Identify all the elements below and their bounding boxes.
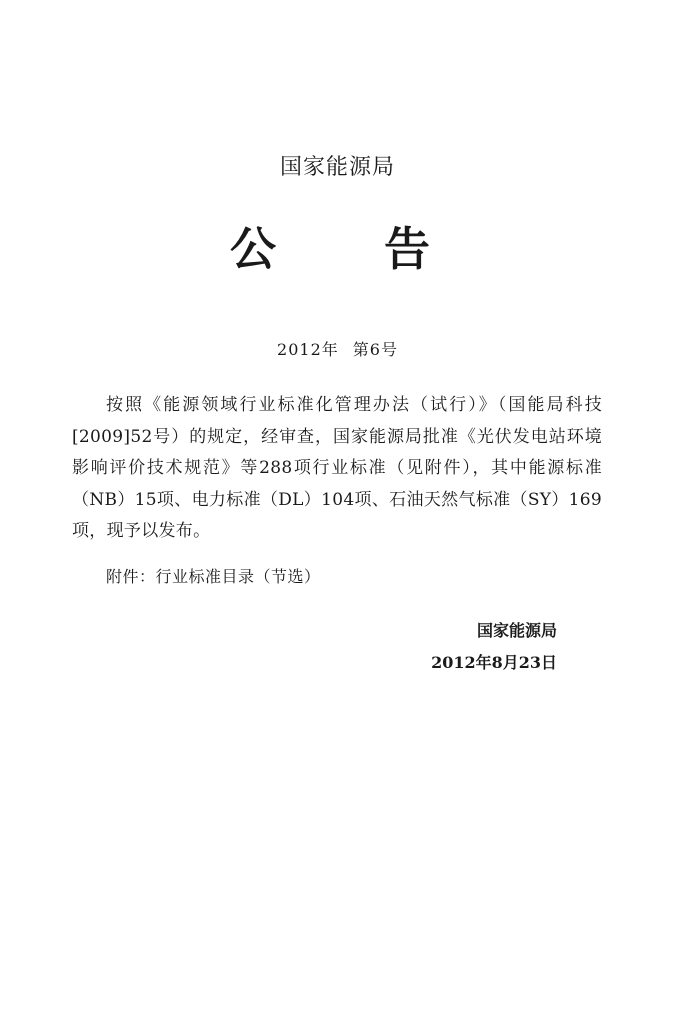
issuer-name: 国家能源局 <box>279 155 395 180</box>
announcement-body: 按照《能源领域行业标准化管理办法（试行）》（国能局科技[2009]52号）的规定，经审查，国家能源局批准《光伏发电站环境影响评价技术规范》等288项行业标准（见附件），其中能源标准（NB）15项、电力标准（DL）104项、石油天然气标准（SY）169项，现予以发布。 <box>72 395 602 541</box>
title-char-1: 公 <box>230 222 276 276</box>
title-char-2: 告 <box>384 222 430 276</box>
issue-number-line <box>0 337 675 360</box>
signatory: 国家能源局 <box>476 621 557 640</box>
issue-date: 2012年8月23日 <box>431 653 557 672</box>
attachment-note: 附件：行业标准目录（节选） <box>106 567 321 586</box>
issue-year: 2012年 <box>277 340 339 359</box>
issue-number: 第6号 <box>352 340 398 359</box>
document-title <box>230 213 430 279</box>
